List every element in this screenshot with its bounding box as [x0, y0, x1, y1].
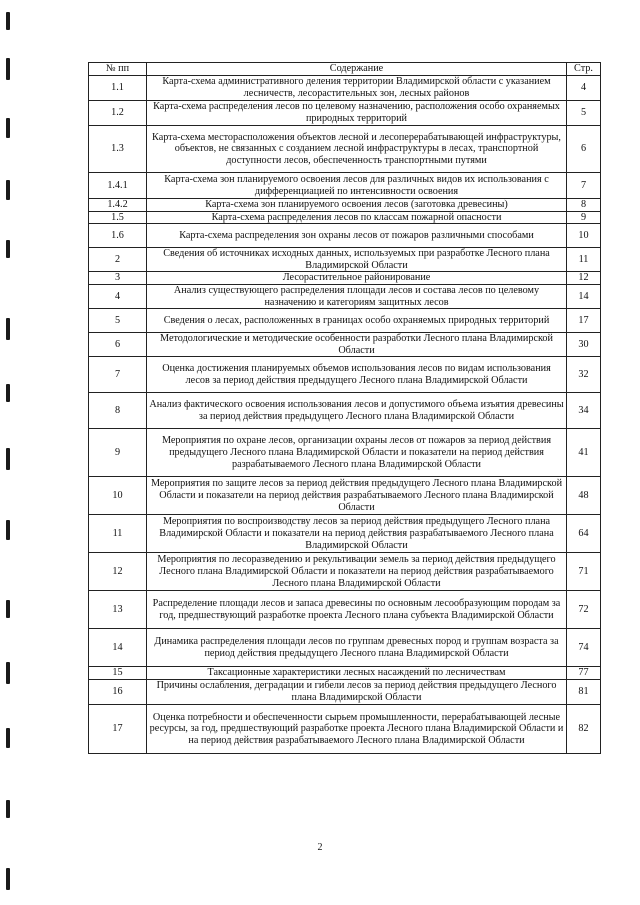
row-content: Оценка потребности и обеспеченности сырьем промышленности, перерабатывающей лесные ресурсы, за год, предшествующий разработке проекта Лесного плана Владимирской Области и на период действия разрабатываемого Лесного плана Владимирской Области — [147, 704, 567, 753]
binder-hole-mark — [6, 868, 10, 890]
row-page: 41 — [567, 429, 601, 477]
table-row — [89, 126, 601, 173]
binder-hole-mark — [6, 12, 10, 30]
row-number: 1.4.2 — [89, 199, 147, 212]
row-page: 32 — [567, 357, 601, 393]
binder-hole-mark — [6, 58, 10, 80]
row-page: 71 — [567, 553, 601, 591]
row-number: 1.6 — [89, 224, 147, 248]
row-content: Мероприятия по защите лесов за период действия предыдущего Лесного плана Владимирской Области и показатели на период действия разрабатываемого Лесного плана Владимирской Области — [147, 477, 567, 515]
table-row — [89, 477, 601, 515]
row-content: Карта-схема месторасположения объектов лесной и лесоперерабатывающей инфраструктуры, объектов, не связанных с созданием лесной инфраструктуры в лесах, транспортной доступности лесов, обеспеченность транспортными путями — [147, 126, 567, 173]
binder-hole-mark — [6, 448, 10, 470]
row-content: Мероприятия по воспроизводству лесов за период действия предыдущего Лесного плана Владимирской Области и показатели на период действия разрабатываемого Лесного плана Владимирской Области — [147, 515, 567, 553]
row-content: Сведения о лесах, расположенных в границах особо охраняемых природных территорий — [147, 309, 567, 333]
table-row — [89, 429, 601, 477]
binder-holes-strip — [0, 0, 26, 905]
row-page: 4 — [567, 76, 601, 101]
table-of-contents — [88, 62, 601, 754]
table-row — [89, 393, 601, 429]
row-page: 72 — [567, 591, 601, 629]
row-number: 2 — [89, 248, 147, 272]
binder-hole-mark — [6, 520, 10, 540]
row-page: 6 — [567, 126, 601, 173]
binder-hole-mark — [6, 600, 10, 618]
table-row — [89, 667, 601, 680]
table-row — [89, 173, 601, 199]
row-number: 15 — [89, 667, 147, 680]
row-page: 74 — [567, 629, 601, 667]
table-row — [89, 224, 601, 248]
table-row — [89, 591, 601, 629]
row-content: Карта-схема зон планируемого освоения лесов (заготовка древесины) — [147, 199, 567, 212]
page-number: 2 — [317, 842, 323, 853]
row-number: 16 — [89, 679, 147, 704]
binder-hole-mark — [6, 318, 10, 340]
row-content: Таксационные характеристики лесных насаждений по лесничествам — [147, 667, 567, 680]
row-content: Карта-схема распределения лесов по целевому назначению, расположения особо охраняемых природных территорий — [147, 101, 567, 126]
table-body — [89, 76, 601, 754]
row-number: 10 — [89, 477, 147, 515]
row-number: 17 — [89, 704, 147, 753]
row-content: Мероприятия по охране лесов, организации охраны лесов от пожаров за период действия предыдущего Лесного плана Владимирской Области и показатели на период действия разрабатываемого Лесного плана Владимирской Области — [147, 429, 567, 477]
row-page: 48 — [567, 477, 601, 515]
header-content: Содержание — [147, 63, 567, 76]
row-page: 64 — [567, 515, 601, 553]
row-page: 17 — [567, 309, 601, 333]
header-number: № пп — [89, 63, 147, 76]
row-page: 12 — [567, 272, 601, 285]
row-number: 1.1 — [89, 76, 147, 101]
table-row — [89, 704, 601, 753]
row-page: 77 — [567, 667, 601, 680]
binder-hole-mark — [6, 240, 10, 258]
table-row — [89, 199, 601, 212]
row-page: 8 — [567, 199, 601, 212]
row-content: Карта-схема распределения зон охраны лесов от пожаров различными способами — [147, 224, 567, 248]
row-page: 11 — [567, 248, 601, 272]
row-number: 14 — [89, 629, 147, 667]
row-number: 3 — [89, 272, 147, 285]
row-number: 1.3 — [89, 126, 147, 173]
row-page: 34 — [567, 393, 601, 429]
row-content: Анализ фактического освоения использования лесов и допустимого объема изъятия древесины за период действия предыдущего Лесного плана Владимирской Области — [147, 393, 567, 429]
table-row — [89, 357, 601, 393]
table-header-row — [89, 63, 601, 76]
row-page: 82 — [567, 704, 601, 753]
table-row — [89, 284, 601, 308]
row-number: 4 — [89, 284, 147, 308]
row-content: Мероприятия по лесоразведению и рекультивации земель за период действия предыдущего Лесного плана Владимирской Области и показатели на период действия разрабатываемого Лесного плана Владимирской Области — [147, 553, 567, 591]
row-page: 7 — [567, 173, 601, 199]
binder-hole-mark — [6, 662, 10, 684]
row-content: Карта-схема административного деления территории Владимирской области с указанием лесничеств, лесорастительных зон, лесных районов — [147, 76, 567, 101]
table-row — [89, 333, 601, 357]
table-row — [89, 515, 601, 553]
table-row — [89, 272, 601, 285]
row-content: Сведения об источниках исходных данных, используемых при разработке Лесного плана Владимирской Области — [147, 248, 567, 272]
row-content: Карта-схема зон планируемого освоения лесов для различных видов их использования с дифференциацией по интенсивности освоения — [147, 173, 567, 199]
row-page: 30 — [567, 333, 601, 357]
row-number: 5 — [89, 309, 147, 333]
row-number: 13 — [89, 591, 147, 629]
row-page: 81 — [567, 679, 601, 704]
binder-hole-mark — [6, 800, 10, 818]
row-content: Лесорастительное районирование — [147, 272, 567, 285]
table-row — [89, 679, 601, 704]
table-row — [89, 76, 601, 101]
row-content: Методологические и методические особенности разработки Лесного плана Владимирской Области — [147, 333, 567, 357]
header-page: Стр. — [567, 63, 601, 76]
row-number: 11 — [89, 515, 147, 553]
row-content: Причины ослабления, деградации и гибели лесов за период действия предыдущего Лесного плана Владимирской Области — [147, 679, 567, 704]
table-row — [89, 629, 601, 667]
table-row — [89, 248, 601, 272]
row-content: Динамика распределения площади лесов по группам древесных пород и группам возраста за период действия предыдущего Лесного плана Владимирской Области — [147, 629, 567, 667]
table-row — [89, 101, 601, 126]
row-number: 12 — [89, 553, 147, 591]
row-page: 10 — [567, 224, 601, 248]
row-page: 14 — [567, 284, 601, 308]
row-number: 1.5 — [89, 211, 147, 224]
row-number: 1.2 — [89, 101, 147, 126]
binder-hole-mark — [6, 118, 10, 138]
table-row — [89, 309, 601, 333]
row-number: 1.4.1 — [89, 173, 147, 199]
table-row — [89, 211, 601, 224]
row-content: Распределение площади лесов и запаса древесины по основным лесообразующим породам за год, предшествующий разработке проекта Лесного плана субъекта Владимирской Области — [147, 591, 567, 629]
binder-hole-mark — [6, 180, 10, 200]
table-row — [89, 553, 601, 591]
row-number: 6 — [89, 333, 147, 357]
row-content: Карта-схема распределения лесов по классам пожарной опасности — [147, 211, 567, 224]
row-content: Оценка достижения планируемых объемов использования лесов по видам использования лесов за период действия предыдущего Лесного плана Владимирской Области — [147, 357, 567, 393]
row-page: 9 — [567, 211, 601, 224]
row-number: 8 — [89, 393, 147, 429]
row-page: 5 — [567, 101, 601, 126]
row-content: Анализ существующего распределения площади лесов и состава лесов по целевому назначению и категориям защитных лесов — [147, 284, 567, 308]
row-number: 9 — [89, 429, 147, 477]
row-number: 7 — [89, 357, 147, 393]
binder-hole-mark — [6, 728, 10, 748]
binder-hole-mark — [6, 384, 10, 402]
